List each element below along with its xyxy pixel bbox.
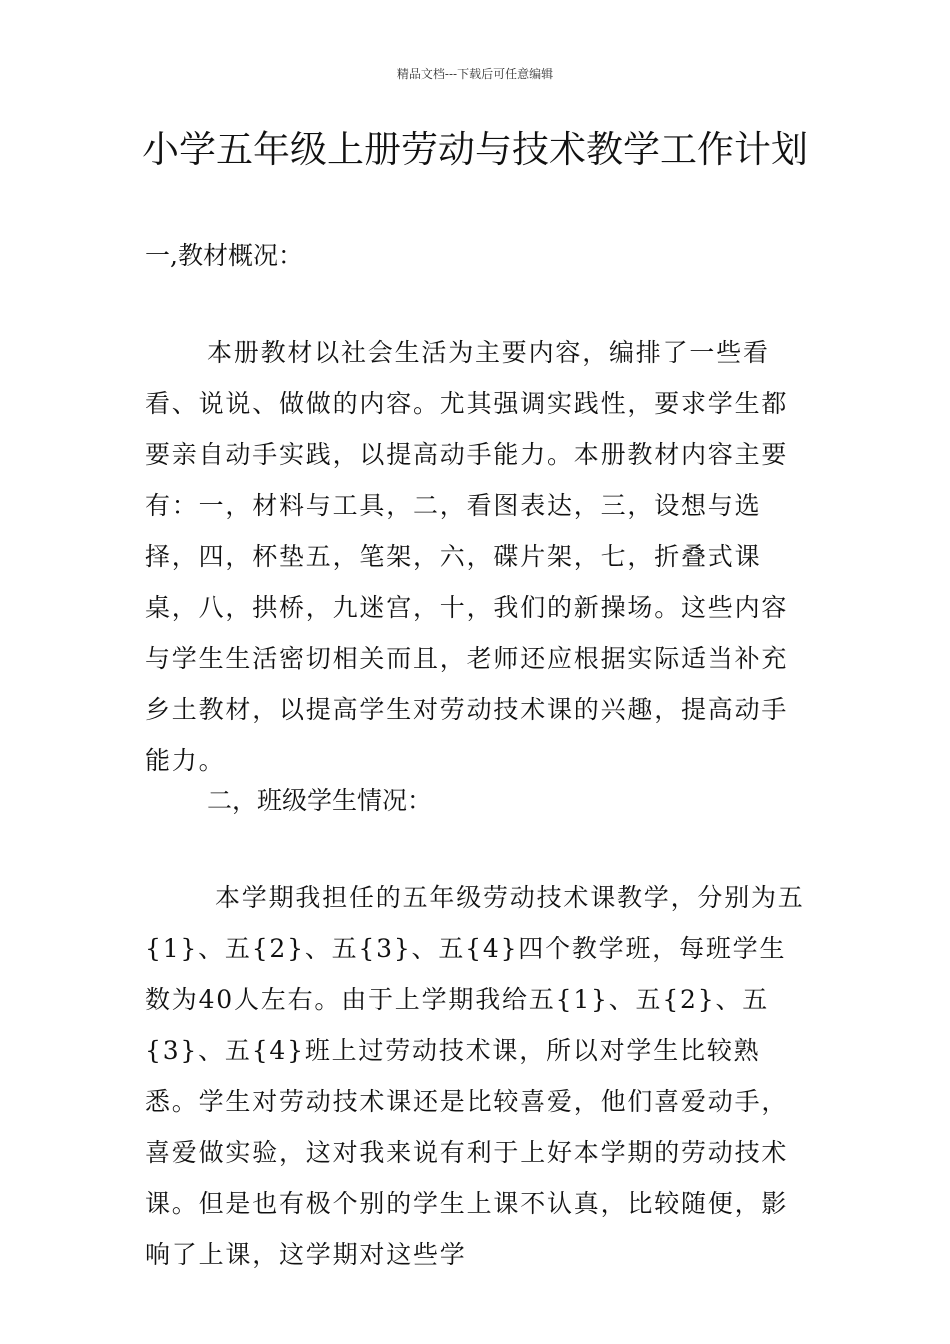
header-note: 精品文档---下载后可任意编辑 [396,67,554,81]
section-heading-teaching-materials: 一,教材概况： [145,241,303,270]
class-students-paragraph: 本学期我担任的五年级劳动技术课教学，分别为五{1}、五{2}、五{3}、五{4}四个教学班，每班学生数为40人左右。由于上学期我给五{1}、五{2}、五{3}、五{4}班上过劳动技术课，所以对学生比较熟悉。学生对劳动技术课还是比较喜爱，他们喜爱动手，喜爱做实验，这对我来说有利于上好本学期的劳动技术课。但是也有极个别的学生上课不认真，比较随便，影响了上课，这学期对这些学 [145,883,805,1269]
document-title: 小学五年级上册劳动与技术教学工作计划 [142,128,808,171]
teaching-materials-paragraph: 本册教材以社会生活为主要内容，编排了一些看看、说说、做做的内容。尤其强调实践性，要求学生都要亲自动手实践，以提高动手能力。本册教材内容主要有：一，材料与工具，二，看图表达，三，设想与选择，四，杯垫五，笔架，六，碟片架，七，折叠式课桌，八，拱桥，九迷宫，十，我们的新操场。这些内容与学生生活密切相关而且，老师还应根据实际适当补充乡土教材，以提高学生对劳动技术课的兴趣，提高动手能力。 [145,338,789,775]
section-heading-class-students: 二，班级学生情况： [207,786,433,815]
